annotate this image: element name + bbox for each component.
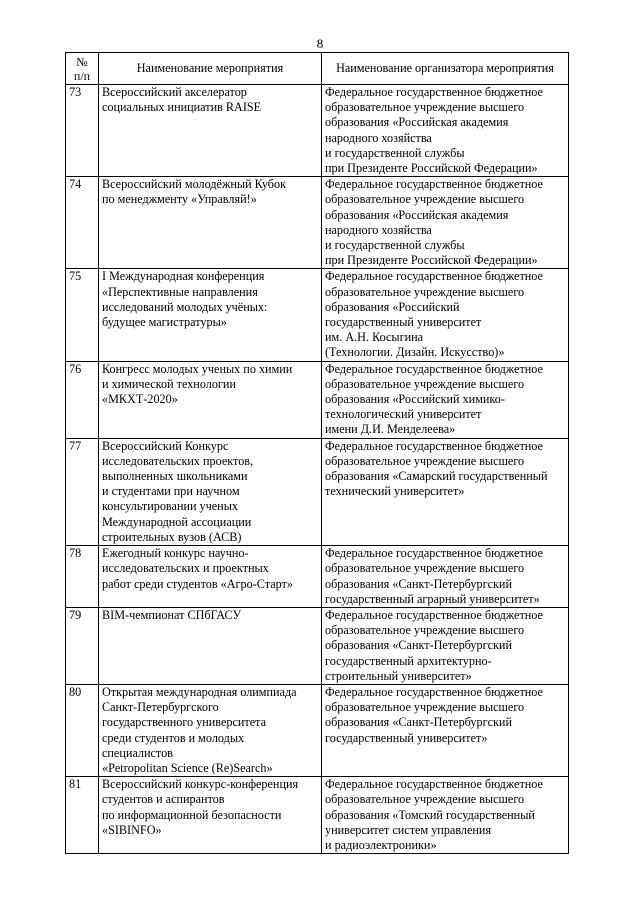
organizer-name-line: образовательное учреждение высшего: [325, 192, 525, 207]
event-name-line: среди студентов и молодых: [102, 730, 245, 745]
row-number: 75: [66, 269, 99, 361]
table-row: [66, 361, 569, 438]
event-name-line: социальных инициатив RAISE: [102, 100, 262, 115]
organizer-name-line: образовательное учреждение высшего: [325, 100, 525, 115]
row-number: 81: [66, 777, 99, 854]
event-name-line: работ среди студентов «Агро-Старт»: [102, 576, 293, 591]
header-event: Наименование мероприятия: [99, 53, 322, 85]
organizer-name: [322, 438, 569, 545]
event-name-line: исследований молодых учёных:: [102, 299, 268, 314]
organizer-name-line: Федеральное государственное бюджетное: [325, 269, 543, 284]
event-name: [99, 85, 322, 177]
event-name-line: студентов и аспирантов: [102, 792, 225, 807]
page-number: 8: [316, 36, 324, 51]
organizer-name: [322, 269, 569, 361]
event-name-line: Всероссийский конкурс-конференция: [102, 777, 299, 792]
organizer-name: [322, 546, 569, 608]
event-name-line: «МКХТ-2020»: [102, 392, 178, 407]
event-name: [99, 546, 322, 608]
organizer-name-line: образования «Санкт-Петербургский: [325, 638, 512, 653]
organizer-name-line: государственный университет»: [325, 730, 488, 745]
row-number: 80: [66, 684, 99, 776]
event-name-line: исследовательских проектов,: [102, 453, 254, 468]
organizer-name-line: имени Д.И. Менделеева»: [325, 422, 456, 437]
table-row: [66, 269, 569, 361]
event-name-line: BIM-чемпионат СПбГАСУ: [102, 607, 242, 622]
organizer-name: [322, 177, 569, 269]
organizer-name: [322, 607, 569, 684]
organizer-name-line: им. А.Н. Косыгина: [325, 330, 424, 345]
organizer-name-line: при Президенте Российской Федерации»: [325, 253, 538, 268]
organizer-name-line: Федеральное государственное бюджетное: [325, 361, 543, 376]
event-name-line: «Перспективные направления: [102, 284, 258, 299]
organizer-name-line: образования «Российская академия: [325, 115, 509, 130]
event-name-line: I Международная конференция: [102, 269, 265, 284]
event-name-line: исследовательских и проектных: [102, 561, 269, 576]
organizer-name-line: и радиоэлектроники»: [325, 837, 437, 852]
organizer-name-line: образования «Санкт-Петербургский: [325, 576, 512, 591]
organizer-name-line: образовательное учреждение высшего: [325, 453, 525, 468]
organizer-name-line: Федеральное государственное бюджетное: [325, 438, 543, 453]
organizer-name-line: Федеральное государственное бюджетное: [325, 546, 543, 561]
organizer-name-line: Федеральное государственное бюджетное: [325, 777, 543, 792]
organizer-name-line: технологический университет: [325, 407, 482, 422]
organizer-name-line: образования «Российская академия: [325, 207, 509, 222]
event-name-line: Конгресс молодых ученых по химии: [102, 361, 293, 376]
event-name-line: «SIBINFO»: [102, 822, 162, 837]
event-name: [99, 438, 322, 545]
organizer-name-line: при Президенте Российской Федерации»: [325, 161, 538, 176]
organizer-name-line: Федеральное государственное бюджетное: [325, 684, 543, 699]
organizer-name: [322, 85, 569, 177]
event-name-line: строительных вузов (АСВ): [102, 529, 242, 544]
table-row: [66, 177, 569, 269]
event-name-line: и химической технологии: [102, 376, 236, 391]
organizer-name-line: образования «Томский государственный: [325, 807, 535, 822]
organizer-name-line: Федеральное государственное бюджетное: [325, 85, 543, 99]
event-name-line: «Petropolitan Science (Re)Search»: [102, 760, 273, 775]
organizer-name-line: образовательное учреждение высшего: [325, 792, 525, 807]
organizer-name-line: образовательное учреждение высшего: [325, 623, 525, 638]
event-name-line: Всероссийский акселератор: [102, 85, 247, 99]
organizer-name-line: образования «Санкт-Петербургский: [325, 715, 512, 730]
organizer-name-line: и государственной службы: [325, 238, 465, 253]
event-name: [99, 684, 322, 776]
event-name-line: выполненных школьниками: [102, 469, 248, 484]
organizer-name-line: образовательное учреждение высшего: [325, 561, 525, 576]
event-name: [99, 607, 322, 684]
organizer-name-line: народного хозяйства: [325, 130, 432, 145]
header-organizer: Наименование организатора мероприятия: [322, 53, 569, 85]
organizer-name-line: Федеральное государственное бюджетное: [325, 177, 543, 192]
table-row: [66, 607, 569, 684]
events-table: [65, 52, 569, 854]
event-name: [99, 361, 322, 438]
event-name: [99, 177, 322, 269]
organizer-name-line: образовательное учреждение высшего: [325, 376, 525, 391]
event-name-line: Международной ассоциации: [102, 514, 252, 529]
event-name-line: Всероссийский Конкурс: [102, 438, 229, 453]
event-name-line: Санкт-Петербургского: [102, 700, 219, 715]
organizer-name: [322, 777, 569, 854]
organizer-name-line: образования «Российский химико-: [325, 392, 505, 407]
organizer-name-line: строительный университет»: [325, 668, 472, 683]
organizer-name-line: образовательное учреждение высшего: [325, 700, 525, 715]
organizer-name: [322, 361, 569, 438]
organizer-name-line: народного хозяйства: [325, 222, 432, 237]
event-name-line: консультировании ученых: [102, 499, 238, 514]
event-name-line: будущее магистратуры»: [102, 315, 227, 330]
organizer-name-line: образования «Российский: [325, 299, 460, 314]
organizer-name-line: (Технологии. Дизайн. Искусство)»: [325, 345, 505, 360]
table-row: [66, 438, 569, 545]
event-name: [99, 777, 322, 854]
event-name-line: и студентами при научном: [102, 484, 240, 499]
event-name-line: Всероссийский молодёжный Кубок: [102, 177, 287, 192]
organizer-name-line: университет систем управления: [325, 822, 492, 837]
event-name-line: Ежегодный конкурс научно-: [102, 546, 249, 561]
organizer-name-line: образования «Самарский государственный: [325, 469, 548, 484]
organizer-name-line: государственный архитектурно-: [325, 653, 492, 668]
row-number: 73: [66, 85, 99, 177]
header-number: № п/п: [66, 53, 99, 85]
organizer-name-line: образовательное учреждение высшего: [325, 284, 525, 299]
organizer-name-line: и государственной службы: [325, 145, 465, 160]
table-header-row: [66, 53, 569, 85]
row-number: 76: [66, 361, 99, 438]
organizer-name-line: Федеральное государственное бюджетное: [325, 607, 543, 622]
event-name-line: специалистов: [102, 745, 173, 760]
table-row: [66, 85, 569, 177]
table-row: [66, 684, 569, 776]
event-name-line: по менеджменту «Управляй!»: [102, 192, 257, 207]
event-name: [99, 269, 322, 361]
event-name-line: по информационной безопасности: [102, 807, 282, 822]
organizer-name: [322, 684, 569, 776]
event-name-line: Открытая международная олимпиада: [102, 684, 297, 699]
organizer-name-line: государственный университет: [325, 315, 482, 330]
organizer-name-line: технический университет»: [325, 484, 465, 499]
row-number: 74: [66, 177, 99, 269]
row-number: 79: [66, 607, 99, 684]
event-name-line: государственного университета: [102, 715, 267, 730]
table-row: [66, 777, 569, 854]
organizer-name-line: государственный аграрный университет»: [325, 591, 540, 606]
table-row: [66, 546, 569, 608]
row-number: 77: [66, 438, 99, 545]
row-number: 78: [66, 546, 99, 608]
